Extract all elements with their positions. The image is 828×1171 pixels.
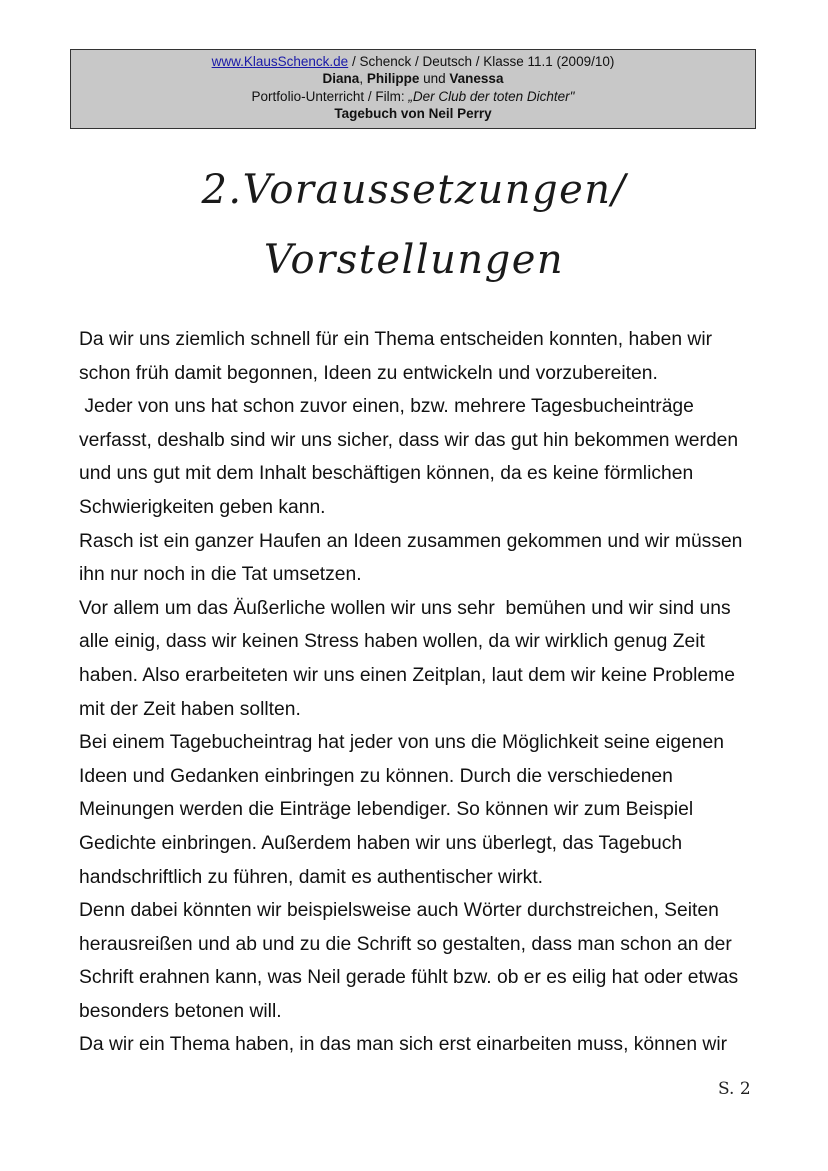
title-line-1: 2.Voraussetzungen/ [201, 167, 627, 213]
course-prefix: Portfolio-Unterricht / Film: [251, 88, 409, 104]
body-line: alle einig, dass wir keinen Stress haben wollen, da wir wirklich genug Zeit [79, 631, 705, 653]
author-connector: und [423, 71, 446, 87]
header-course [71, 88, 755, 105]
body-line: handschriftlich zu führen, damit es authentischer wirkt. [79, 866, 544, 888]
body-line: Meinungen werden die Einträge lebendiger. So können wir zum Beispiel [79, 799, 694, 821]
body-line: herausreißen und ab und zu die Schrift so gestalten, dass man schon an der [79, 933, 732, 955]
body-line: mit der Zeit haben sollten. [79, 698, 301, 720]
title-line-2: Vorstellungen [263, 237, 565, 283]
body-line: Jeder von uns hat schon zuvor einen, bzw. mehrere Tagesbucheinträge [79, 396, 694, 418]
film-title: „Der Club der toten Dichter" [408, 88, 575, 104]
body-line: Rasch ist ein ganzer Haufen an Ideen zusammen gekommen und wir müssen [79, 530, 743, 552]
page-title [0, 155, 828, 295]
header-box [70, 49, 756, 129]
body-line: Da wir uns ziemlich schnell für ein Thema entscheiden konnten, haben wir [79, 329, 713, 350]
body-line: besonders betonen will. [79, 1000, 282, 1022]
body-line: ihn nur noch in die Tat umsetzen. [79, 564, 362, 586]
author-3: Vanessa [449, 71, 504, 87]
site-link[interactable]: www.KlausSchenck.de [211, 54, 349, 69]
body-line: Da wir ein Thema haben, in das man sich erst einarbeiten muss, können wir [79, 1034, 728, 1056]
body-line: haben. Also erarbeiteten wir uns einen Zeitplan, laut dem wir keine Probleme [79, 664, 735, 686]
body-line: verfasst, deshalb sind wir uns sicher, dass wir das gut hin bekommen werden [79, 429, 739, 451]
subject: Tagebuch von Neil Perry [334, 105, 492, 121]
body-line: schon früh damit begonnen, Ideen zu entwickeln und vorzubereiten. [79, 362, 658, 384]
body-line: Schwierigkeiten geben kann. [79, 496, 326, 518]
body-text [79, 323, 779, 1062]
header-authors: Diana, Philippe und Vanessa [322, 71, 504, 87]
author-1: Diana [322, 71, 360, 87]
header-subject [71, 105, 755, 122]
body-line: Schrift erahnen kann, was Neil gerade fühlt bzw. ob er es eilig hat oder etwas [79, 967, 739, 989]
header-line-1 [71, 53, 755, 70]
header-meta: / Schenck / Deutsch / Klasse 11.1 (2009/10) [348, 54, 615, 69]
body-line: Gedichte einbringen. Außerdem haben wir uns überlegt, das Tagebuch [79, 832, 683, 854]
body-line: Denn dabei könnten wir beispielsweise auch Wörter durchstreichen, Seiten [79, 900, 719, 922]
body-line: und uns gut mit dem Inhalt beschäftigen können, da es keine förmlichen [79, 463, 694, 485]
body-line: Vor allem um das Äußerliche wollen wir uns sehr bemühen und wir sind uns [79, 597, 731, 619]
author-2: Philippe [366, 71, 420, 87]
page-number: S. 2 [718, 1079, 751, 1099]
body-line: Bei einem Tagebucheintrag hat jeder von uns die Möglichkeit seine eigenen [79, 732, 724, 754]
body-line: Ideen und Gedanken einbringen zu können. Durch die verschiedenen [79, 765, 673, 787]
